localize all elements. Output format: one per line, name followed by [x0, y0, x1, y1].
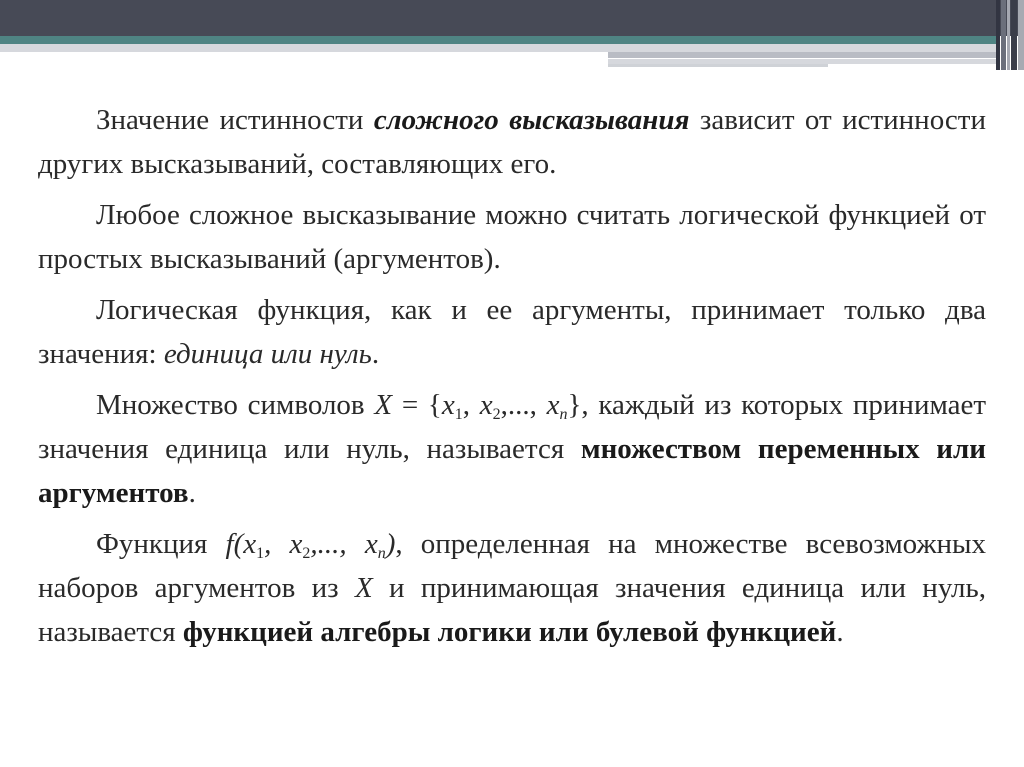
- bold-term: множеством переменных или аргументов: [38, 433, 986, 509]
- vertical-bar: [1018, 0, 1024, 70]
- text: .: [188, 477, 196, 509]
- vertical-bar: [996, 0, 1000, 70]
- subscript: 1: [454, 406, 463, 423]
- math-text: ,...,: [310, 528, 365, 560]
- math-text: }: [567, 389, 582, 421]
- math-function: ): [385, 528, 396, 560]
- math-variable: x: [479, 389, 493, 421]
- header-bar-dark: [0, 0, 1024, 36]
- bold-term: функцией алгебры логики или булевой функцией: [182, 616, 837, 648]
- math-variable: x: [364, 528, 378, 560]
- subscript: n: [377, 545, 386, 562]
- text: Функция: [96, 528, 226, 560]
- text: .: [836, 616, 844, 648]
- text: , каждый из которых принимает значения единица или нуль, называется: [38, 389, 987, 465]
- math-variable: x: [289, 528, 303, 560]
- slide-body: [38, 98, 986, 661]
- header-stripe-gray-short: [608, 52, 1000, 58]
- math-function: f(: [225, 528, 244, 560]
- math-variable: x: [546, 389, 560, 421]
- paragraph-3: [38, 288, 986, 376]
- paragraph-2: [38, 193, 986, 281]
- text: зависит от истинности других высказываний, составляющих его.: [38, 104, 986, 180]
- text: и принимающая значения единица или нуль, называется: [38, 572, 986, 648]
- header-stripe-teal: [0, 36, 1000, 44]
- math-variable: X: [354, 572, 373, 604]
- subscript: 2: [492, 406, 501, 423]
- header-stripe-gray-short-3: [608, 64, 828, 67]
- math-text: ,...,: [500, 389, 547, 421]
- vertical-bar: [1001, 0, 1006, 70]
- subscript: 2: [302, 545, 311, 562]
- vertical-bar: [1007, 0, 1010, 70]
- subscript: n: [559, 406, 568, 423]
- text: Значение истинности: [96, 104, 374, 136]
- header-vertical-bars: [996, 0, 1024, 70]
- math-variable: x: [243, 528, 257, 560]
- text: , определенная на множестве всевозможных наборов аргументов из: [38, 528, 986, 604]
- subscript: 1: [256, 545, 265, 562]
- math-variable: x: [441, 389, 455, 421]
- paragraph-4: [38, 383, 986, 515]
- italic-term: единица или нуль: [163, 338, 372, 370]
- math-text: ,: [264, 528, 290, 560]
- header-stripe-gray: [0, 44, 1000, 52]
- vertical-bar: [1011, 0, 1017, 70]
- paragraph-5: [38, 522, 986, 654]
- text: Любое сложное высказывание можно считать логической функцией от простых высказываний (аргументов).: [38, 199, 986, 275]
- emphasis-term: сложного высказывания: [373, 104, 690, 136]
- text: .: [371, 338, 380, 370]
- math-text: = {: [392, 389, 442, 421]
- paragraph-1: [38, 98, 986, 186]
- text: Логическая функция, как и ее аргументы, принимает только два значения:: [38, 294, 986, 370]
- math-text: ,: [462, 389, 480, 421]
- math-variable: X: [374, 389, 393, 421]
- text: Множество символов: [96, 389, 375, 421]
